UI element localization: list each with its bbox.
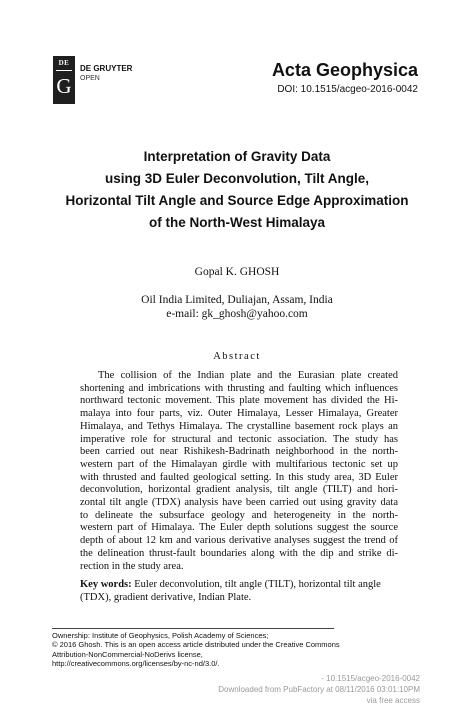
keywords-label: Key words:	[80, 579, 132, 590]
footnote-line: Attribution-NonCommercial-NoDerivs license,	[52, 649, 203, 659]
abstract-line: the delineation thrust-fault boundaries along with the dip and strike di-	[80, 547, 398, 559]
abstract-line: deconvolution, horizontal gradient analysis, tilt angle (TILT) and hori-	[80, 484, 398, 496]
journal-header	[272, 60, 418, 97]
footnote	[52, 631, 432, 668]
keywords-text-1: Euler deconvolution, tilt angle (TILT), horizontal tilt angle	[134, 579, 381, 590]
logo-g-letter: G	[56, 74, 72, 98]
watermark-line: via free access	[366, 696, 420, 705]
abstract-line: shortening and imbrications with thrusting and faulting which influences	[80, 382, 398, 394]
abstract-line: with thrusted and faulted geological setting. In this study area, 3D Euler	[80, 471, 398, 483]
title-line: of the North-West Himalaya	[148, 215, 326, 230]
publisher-name	[80, 64, 132, 84]
abstract-heading: Abstract	[213, 351, 261, 362]
abstract-line: to delineate the subsurface geology and heterogeneity in the north-	[80, 509, 398, 521]
footnote-line: Ownership: Institute of Geophysics, Polish Academy of Sciences;	[52, 631, 269, 640]
keywords	[80, 579, 398, 604]
author-email: e-mail: gk_ghosh@yahoo.com	[166, 308, 308, 320]
degruyter-logo	[53, 56, 75, 104]
abstract-line: rection in the study area.	[80, 560, 184, 572]
abstract-body	[80, 370, 398, 573]
abstract-line: western part of the Himalayan girdle with multifarious tectonic set up	[80, 458, 398, 470]
doi: DOI: 10.1515/acgeo-2016-0042	[277, 84, 418, 95]
title-line: using 3D Euler Deconvolution, Tilt Angle,	[104, 171, 370, 186]
abstract-line: Himalaya, and Tethys Himalaya. The crystalline basement rock plays an	[80, 420, 398, 432]
footnote-line: © 2016 Ghosh. This is an open access article distributed under the Creative Commons	[52, 640, 340, 650]
publisher-line-2: OPEN	[80, 75, 100, 82]
abstract-line: northward tectonic movement. This plate movement has divided the Hi-	[80, 395, 398, 407]
author-name: Gopal K. GHOSH	[194, 266, 280, 278]
affiliation: Oil India Limited, Duliajan, Assam, India	[141, 294, 333, 306]
publisher-line-1: DE GRUYTER	[80, 64, 133, 73]
watermark-line: Downloaded from PubFactory at 08/11/2016 03:01:10PM	[218, 685, 420, 694]
license-link[interactable]: http://creativecommons.org/licenses/by-nc-nd/3.0/.	[52, 658, 220, 668]
abstract-line: malaya into four parts, viz. Outer Himalaya, Lesser Himalaya, Greater	[80, 408, 398, 420]
abstract-line: zontal tilt angle (TDX) analysis have been carried out using gravity data	[80, 497, 398, 509]
abstract-line: western part of Himalaya. The Euler depth solutions suggest the source	[80, 522, 398, 534]
keywords-text-2: (TDX), gradient derivative, Indian Plate.	[80, 591, 252, 603]
title-line: Horizontal Tilt Angle and Source Edge Approximation	[65, 193, 409, 208]
abstract-line: The collision of the Indian plate and the Eurasian plate created	[98, 370, 398, 381]
article-title	[40, 146, 434, 234]
abstract-line: imperative role for structural and tectonic association. The study has	[80, 433, 398, 445]
logo-de-text: DE	[58, 59, 70, 67]
affiliation-block	[0, 293, 474, 321]
title-line: Interpretation of Gravity Data	[143, 149, 331, 164]
logo-divider	[56, 70, 72, 71]
keywords-line-1	[80, 579, 398, 592]
download-watermark	[218, 673, 420, 706]
journal-name: Acta Geophysica	[271, 60, 418, 80]
watermark-line: - 10.1515/acgeo-2016-0042	[321, 674, 420, 683]
footnote-divider	[52, 628, 334, 629]
abstract-line: been carried out near Rishikesh-Badrinath neighborhood in the north-	[80, 446, 398, 458]
abstract-line: depth of about 12 km and various derivative analyses suggest the trend of	[80, 535, 398, 547]
